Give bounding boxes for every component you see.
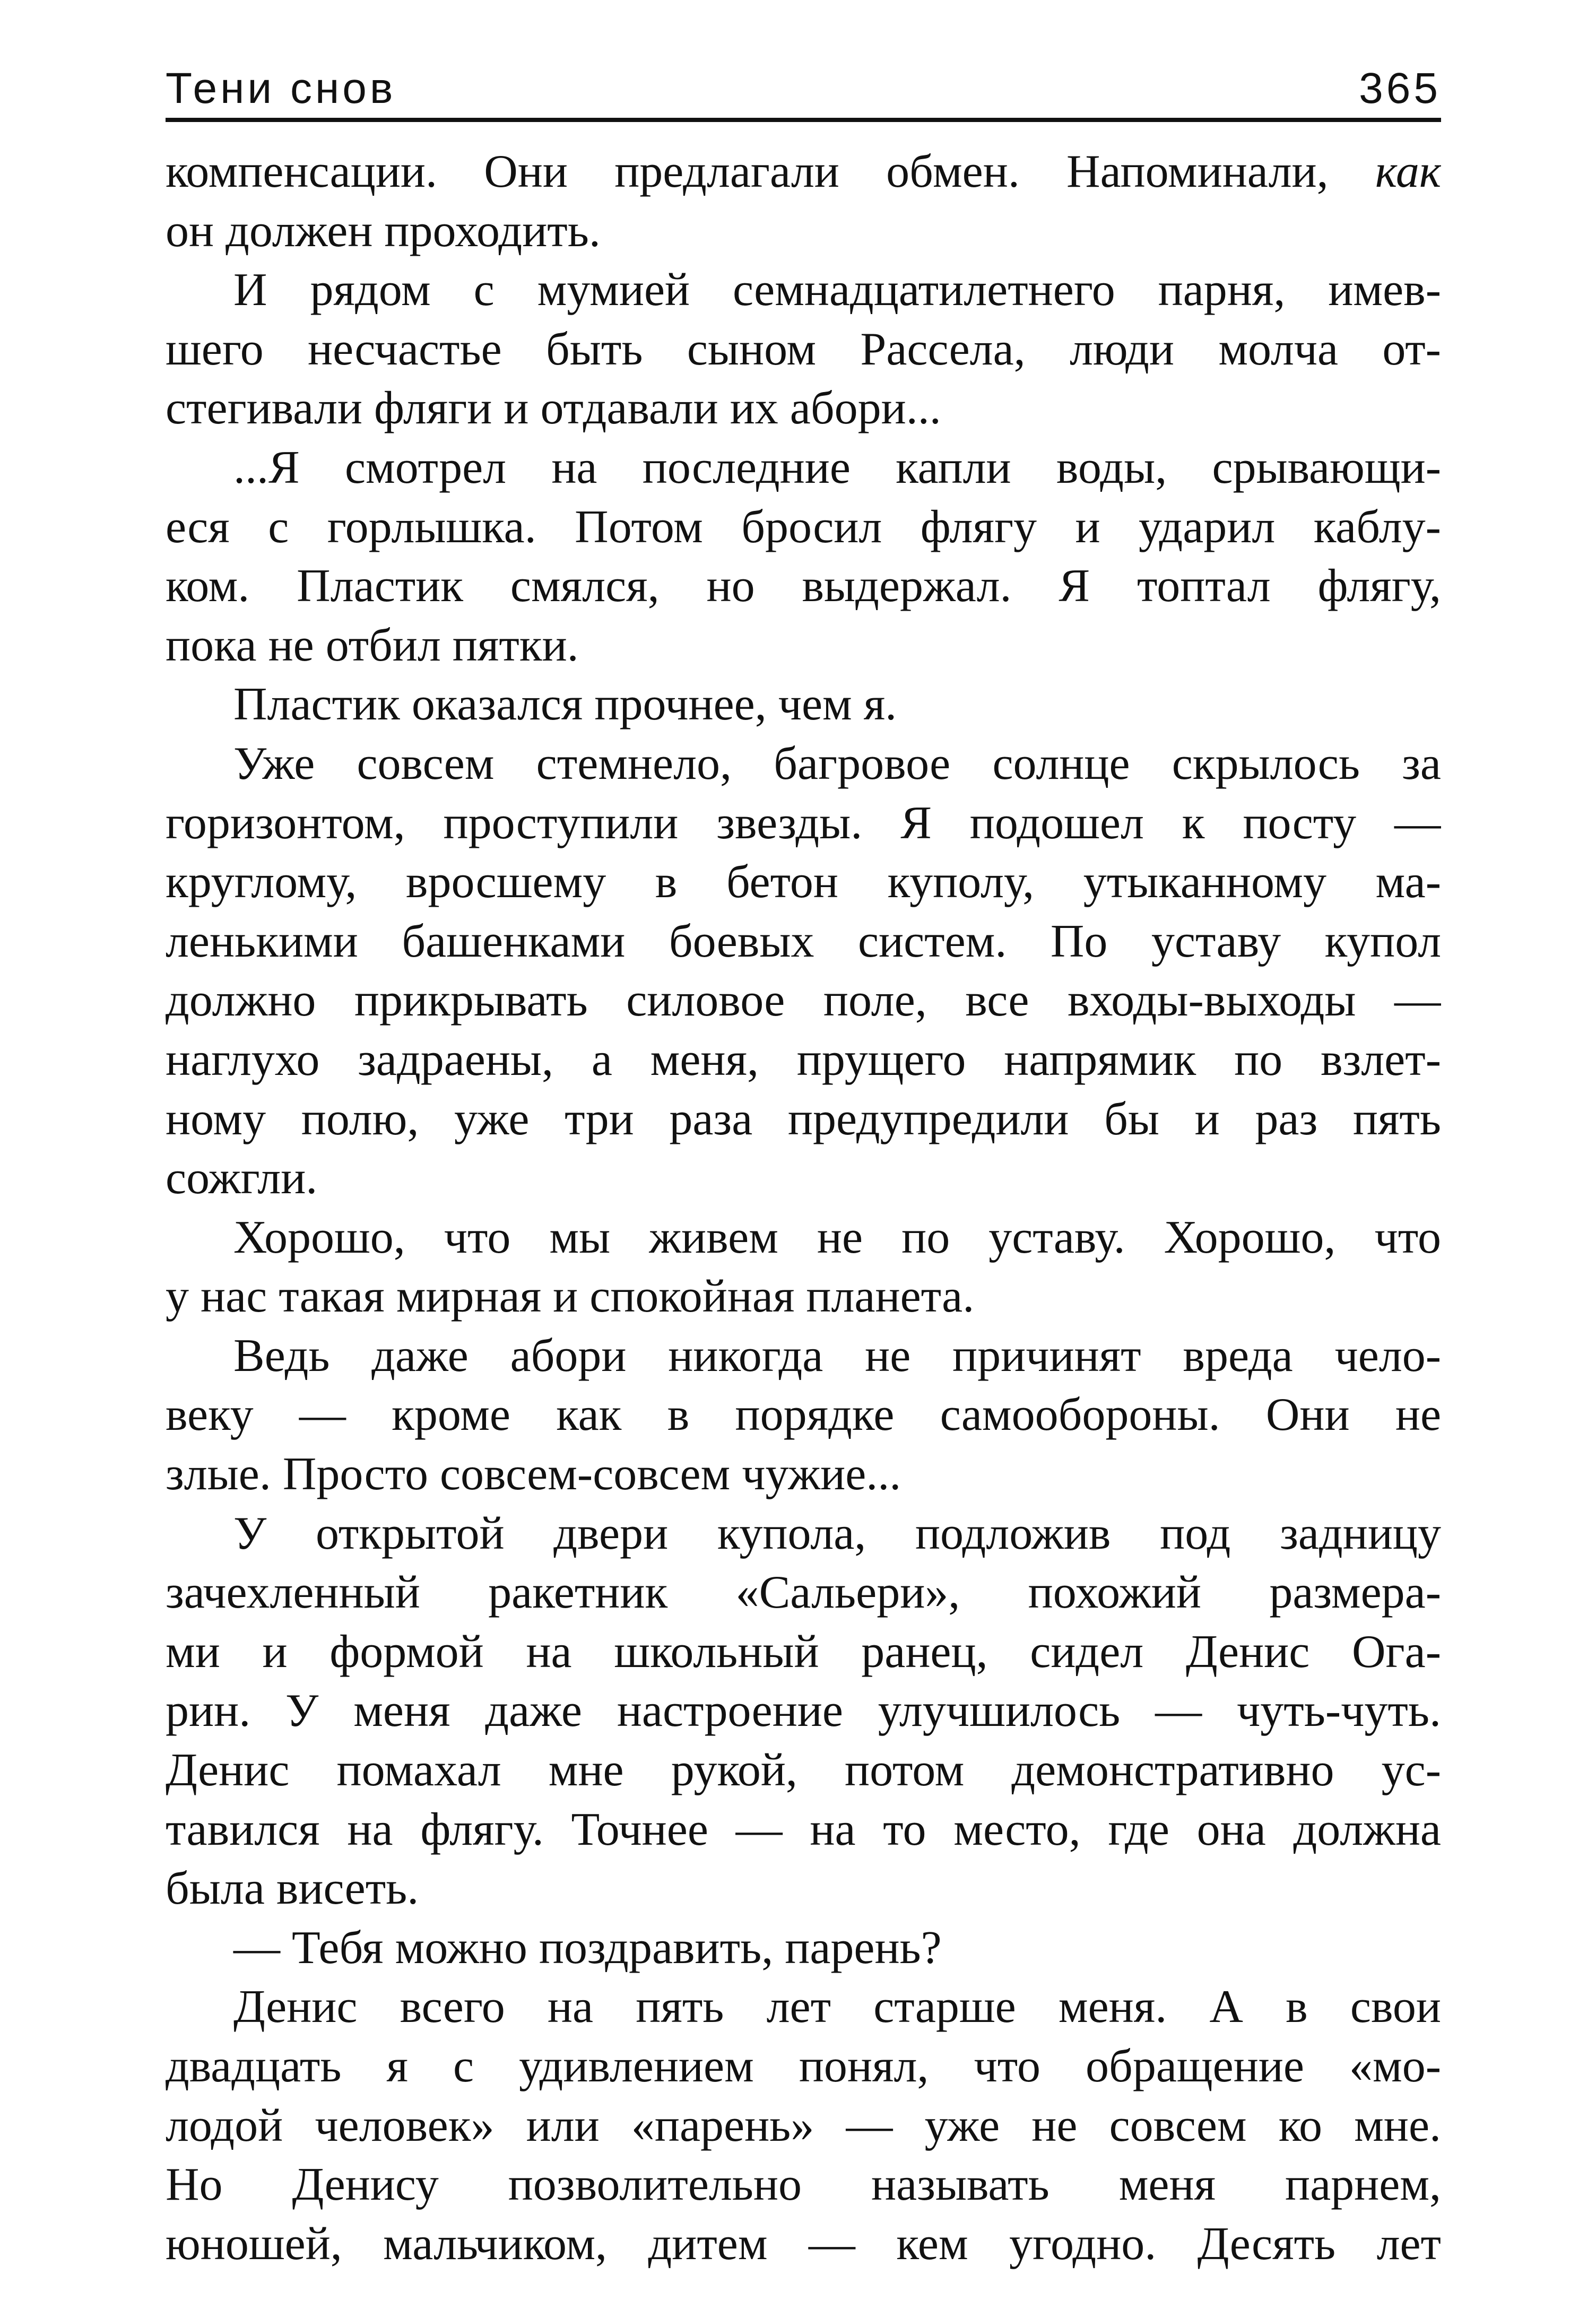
text-line: наглухо задраены, а меня, прущего напрямик по взлет- <box>166 1034 1441 1086</box>
text-line: тавился на флягу. Точнее — на то место, где она должна <box>166 1803 1441 1855</box>
header-rule <box>166 118 1441 122</box>
paragraph <box>166 438 1441 675</box>
paragraph <box>166 261 1441 438</box>
paragraph <box>166 142 1441 261</box>
text-line: ному полю, уже три раза предупредили бы и раз пять <box>166 1093 1441 1145</box>
text-line: была висеть. <box>166 1863 419 1915</box>
text-line: пока не отбил пятки. <box>166 619 579 671</box>
running-title: Тени снов <box>166 64 396 112</box>
text-line: — Тебя можно поздравить, парень? <box>233 1922 942 1974</box>
text-line: лодой человек» или «парень» — уже не совсем ко мне. <box>166 2099 1441 2151</box>
text-line: рин. У меня даже настроение улучшилось — чуть-чуть. <box>166 1685 1441 1737</box>
text-line: он должен проходить. <box>166 205 601 257</box>
page-number: 365 <box>1359 64 1441 112</box>
text-line: Денис всего на пять лет старше меня. А в свои <box>233 1981 1441 2033</box>
text-line: Но Денису позволительно называть меня парнем, <box>166 2159 1441 2211</box>
text-line: сожгли. <box>166 1152 318 1204</box>
paragraph <box>166 675 1441 734</box>
paragraph <box>166 1208 1441 1326</box>
paragraph <box>166 734 1441 1208</box>
text-line: ленькими башенками боевых систем. По уставу купол <box>166 915 1441 967</box>
paragraph <box>166 1977 1441 2273</box>
text-line: ком. Пластик смялся, но выдержал. Я топтал флягу, <box>166 560 1441 612</box>
text-line: горизонтом, проступили звезды. Я подошел к посту — <box>166 797 1441 849</box>
text-line: ...Я смотрел на последние капли воды, срывающи- <box>233 441 1441 493</box>
text-line: еся с горлышка. Потом бросил флягу и ударил каблу- <box>166 501 1441 553</box>
text-line: у нас такая мирная и спокойная планета. <box>166 1271 975 1323</box>
paragraph <box>166 1919 1441 1978</box>
text-line: веку — кроме как в порядке самообороны. Они не <box>166 1389 1441 1441</box>
text-line: шего несчастье быть сыном Рассела, люди молча от- <box>166 323 1441 375</box>
text-line: зачехленный ракетник «Сальери», похожий размера- <box>166 1567 1441 1619</box>
paragraph <box>166 1504 1441 1919</box>
text-line-content: компенсации. Они предлагали обмен. Напоминали, <box>166 146 1329 197</box>
text-line: ми и формой на школьный ранец, сидел Денис Ога- <box>166 1626 1441 1678</box>
text-line: круглому, вросшему в бетон куполу, утыканному ма- <box>166 856 1441 908</box>
text-line: должно прикрывать силовое поле, все входы-выходы — <box>166 975 1441 1027</box>
text-line: злые. Просто совсем-совсем чужие... <box>166 1448 901 1500</box>
text-line: Пластик оказался прочнее, чем я. <box>233 679 897 731</box>
text-line: И рядом с мумией семнадцатилетнего парня, имев- <box>233 264 1441 316</box>
emphasis-text: как <box>1375 146 1441 197</box>
text-line: Уже совсем стемнело, багровое солнце скрылось за <box>233 737 1441 789</box>
text-line: юношей, мальчиком, дитем — кем угодно. Десять лет <box>166 2218 1441 2270</box>
text-line: стегивали фляги и отдавали их абори... <box>166 383 941 435</box>
body-text <box>166 142 1441 2273</box>
text-line: двадцать я с удивлением понял, что обращение «мо- <box>166 2041 1441 2092</box>
running-head <box>166 47 1441 110</box>
text-line <box>166 142 1441 202</box>
text-line: Ведь даже абори никогда не причинят вреда чело- <box>233 1330 1441 1382</box>
text-line: Денис помахал мне рукой, потом демонстративно ус- <box>166 1744 1441 1796</box>
paragraph <box>166 1326 1441 1504</box>
text-line: Хорошо, что мы живем не по уставу. Хорошо, что <box>233 1211 1441 1263</box>
text-line: У открытой двери купола, подложив под задницу <box>233 1507 1441 1559</box>
